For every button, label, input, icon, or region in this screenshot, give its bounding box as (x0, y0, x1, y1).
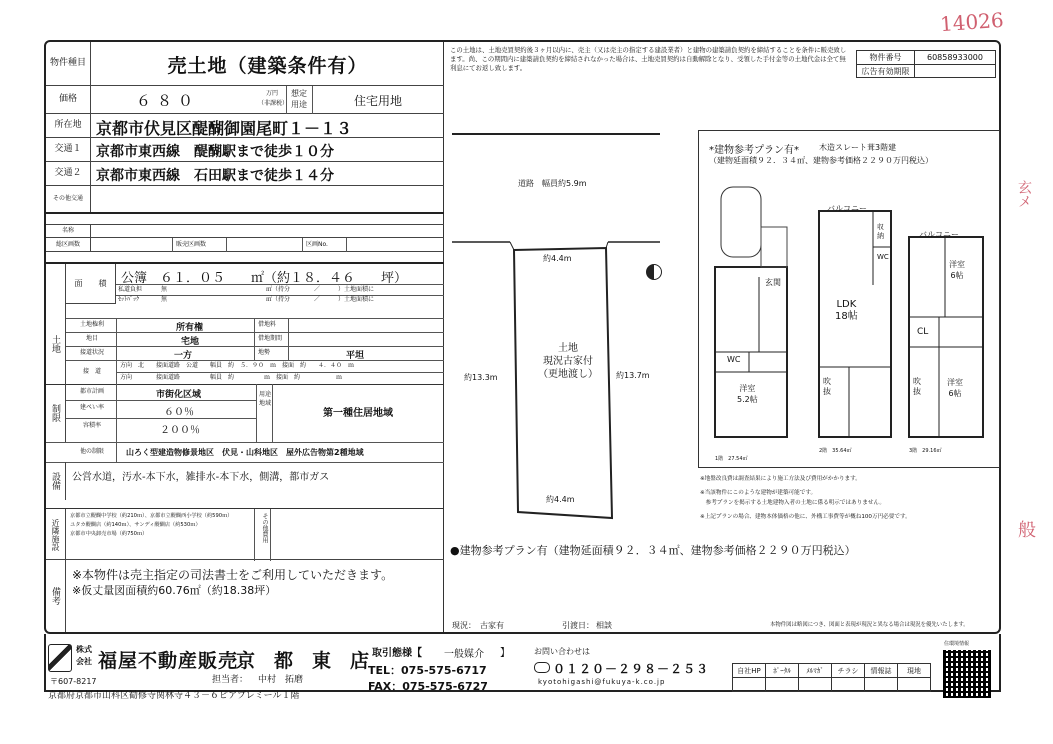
plan-sub: （建物延面積９２．３４㎡、建物参考価格２２９０万円税込） (709, 156, 933, 165)
media-grid-cell: ﾒﾙﾏｶﾞ (799, 664, 832, 678)
handwritten-note-1: 玄メ (1016, 180, 1032, 208)
void-2f: 吹抜 (823, 377, 831, 396)
handover-label: 引渡日： (562, 621, 594, 630)
sale-lots-label: 販売区画数 (176, 241, 207, 248)
qr-label: 住環境情報 (944, 641, 970, 647)
bcr-label: 建ぺい率 (79, 404, 104, 411)
media-grid-cell: 情報誌 (865, 664, 898, 678)
area-value: 公簿 ６１．０５ ㎡（約１８．４６ 坪） (121, 271, 408, 286)
other-traffic-row (46, 186, 444, 214)
road2-value: 方向 接面道路 幅員 約 ｍ 接面 約 ｍ (120, 374, 343, 381)
remarks-line-1: ※本物件は売主指定の司法書士をご利用していただきます。 (72, 568, 394, 582)
traffic1-row (46, 138, 444, 162)
category-label: 地目 (85, 335, 98, 342)
lot-text-2: 現況古家付 (543, 356, 593, 367)
status-value: 古家有 (480, 621, 504, 630)
lot-text-3: （更地渡し） (538, 369, 598, 380)
balcony-2f: バルコニー (827, 204, 867, 213)
room-western-3 (947, 377, 963, 399)
room-western-3-label: 洋室 (947, 378, 963, 387)
plan-note-2: ※当該物件にこのような建物が建築可能です。 (700, 490, 817, 496)
setback-detail: ㎡（持分 ／ ）土地面積に (266, 296, 375, 303)
plan-note: ●建物参考プラン有（建物延面積９２．３４㎡、建物参考価格２２９０万円税込） (450, 544, 856, 557)
rights-value: 所有権 (176, 323, 204, 333)
floor3-area: 3階 29.16㎡ (909, 448, 942, 454)
handwritten-number: 14026 (939, 7, 1005, 37)
other-costs-label: その他費用 (261, 513, 268, 543)
road-label: 接 道 (82, 368, 101, 375)
nearby-line-1: 京都市立醍醐中学校（約210ｍ）、京都市立醍醐西小学校（約590ｍ） (70, 513, 233, 519)
city-plan-label: 都市計画 (79, 388, 104, 395)
private-road-detail: ㎡（持分 ／ ）土地面積に (266, 286, 375, 293)
private-road-value: 無 (161, 286, 168, 293)
lot-text-1: 土地 (558, 343, 578, 354)
city-plan-value: 市街化区域 (156, 390, 202, 400)
room-western-2-label: 洋室 (949, 260, 965, 269)
plan-structure: 木造スレート葺3階建 (819, 143, 897, 152)
room-ldk-label: LDK (836, 299, 857, 310)
handwritten-note-2: 般 (1018, 520, 1036, 541)
email-address: kyotohigashi@fukuya-k.co.jp (538, 678, 666, 686)
subdivision-name-row (46, 224, 444, 238)
north-arrow-icon (646, 264, 662, 280)
type-row (46, 42, 444, 86)
room-western-2-size: 6帖 (950, 271, 964, 280)
nearby-label: 近隣施設 (46, 509, 66, 561)
condition-notice: この土地は、土地売買契約後３ヶ月以内に、売主（又は売主の指定する建設業者）と建物の建築請負契約を締結することを条件に販売致します。尚、この期間内に建築請負契約を締結されなかった場合は、土地売買契約は自動解除となり、受領した手付金等の土地代金は全て無利息にてお返し致します。 (450, 46, 847, 72)
road-width-label: 道路 幅員約5.9m (518, 179, 587, 188)
nearby-section (46, 508, 444, 560)
company-name: 福屋不動産販売 (98, 650, 239, 672)
tel-number: TEL：075-575-6717 (368, 664, 487, 677)
land-section (46, 262, 444, 498)
media-grid-cell: ﾎﾟｰﾀﾙ (766, 664, 799, 678)
deal-label: 取引態様【 (372, 648, 422, 659)
lot-top-width: 約4.4m (543, 254, 572, 263)
remarks-line-2: ※仮丈量図面積約60.76㎡（約18.38坪） (72, 584, 277, 597)
price-value: ６８０ (136, 92, 200, 110)
media-grid-cell: チラシ (832, 664, 865, 678)
lot-description (528, 342, 608, 381)
facilities-label: 設備 (46, 462, 66, 500)
contact-label: お問い合わせは (534, 647, 590, 656)
room-wc-1: WC (727, 355, 741, 364)
media-grid (732, 663, 931, 692)
land-section-label: 土地 (46, 264, 66, 424)
floor1-area: 1階 27.54㎡ (715, 456, 748, 462)
zone-value: 第一種住居地域 (323, 408, 393, 419)
void-3f: 吹抜 (913, 377, 921, 396)
plan-note-3: 参考プランを掲示する土地建物入者の土地に係る明示ではありません。 (700, 500, 885, 506)
media-grid-cell: 自社HP (733, 664, 766, 678)
category-value: 宅地 (181, 337, 200, 347)
setback-value: 無 (161, 296, 168, 303)
branch-name: 京 都 東 店 (236, 650, 370, 672)
address-value: 京都市伏見区醍醐御園尾町１－１３ (96, 119, 353, 138)
other-restrictions-value: 山ろく型建造物修景地区 伏見・山科地区 屋外広告物第2種地域 (126, 448, 364, 457)
facilities-value: 公営水道，汚水-本下水，雑排水-本下水，側溝，都市ガス (72, 472, 330, 483)
address-row (46, 114, 444, 138)
staff-label: 担当者： (212, 675, 249, 685)
company-prefix: 株式会社 (76, 645, 92, 666)
room-western-1 (737, 383, 758, 405)
ad-expiry-label: 広告有効期限 (857, 65, 915, 78)
rights-label: 土地権利 (79, 321, 104, 328)
property-id-label: 物件番号 (857, 51, 915, 65)
type-label: 物件種目 (46, 42, 91, 85)
plan-title: *建物参考プラン有* (709, 145, 799, 156)
room-western-1-size: 5.2帖 (737, 395, 758, 404)
disclaimer: 本物件図は略図につき、図面と表現が現況と異なる場合は現況を優先いたします。 (770, 622, 969, 628)
property-id-value: 60858933000 (915, 51, 995, 65)
price-label: 価格 (46, 86, 91, 113)
media-grid-cell: 現地 (898, 664, 931, 678)
plan-notes (700, 474, 996, 522)
room-closet: CL (917, 327, 929, 337)
remarks-section (46, 560, 444, 632)
traffic2-value: 京都市東西線 石田駅まで徒歩１４分 (96, 168, 334, 184)
floor-plan (698, 130, 1000, 468)
use-label: 想定用途 (291, 89, 307, 109)
fax-number: FAX：075-575-6727 (368, 680, 488, 693)
free-dial-number: ０１２０－２９８－２５３ (553, 662, 710, 676)
deal-value: 一般媒介 (444, 649, 484, 660)
address-label: 所在地 (46, 114, 91, 137)
room-western-1-label: 洋室 (739, 384, 756, 393)
area-label: 面 積 (66, 264, 116, 304)
company-logo-icon (48, 644, 72, 672)
traffic2-label: 交通２ (46, 162, 91, 185)
price-unit: 万円 (266, 90, 279, 97)
room-ldk-size: 18帖 (835, 311, 858, 322)
far-value: ２００％ (160, 425, 200, 436)
access-value: 一方 (174, 351, 193, 361)
balcony-3f: バルコニー (919, 230, 959, 239)
traffic1-label: 交通１ (46, 138, 91, 161)
other-traffic-label: その他交通 (46, 186, 91, 212)
terrain-value: 平坦 (346, 351, 365, 361)
lease-fee-label: 借地料 (258, 321, 277, 328)
zone-label: 用途地域 (259, 391, 272, 407)
room-western-2 (949, 259, 965, 281)
page-title: 売土地（建築条件有） (167, 54, 368, 77)
room-western-3-size: 6帖 (948, 389, 962, 398)
tax-note: （非課税） (258, 100, 289, 107)
lot-left-depth: 約13.3m (464, 373, 498, 382)
access-label: 接道状況 (79, 349, 104, 356)
restrictions-label: 制限 (46, 384, 66, 442)
lot-no-label: 区画No. (306, 241, 328, 248)
nearby-line-3: 京都市中央卸売市場（約750ｍ） (70, 531, 148, 537)
other-restrictions-label: 他の制限 (79, 448, 104, 455)
plan-note-1: ※地盤改良費は調査結果により施工方法及び費用がかかります。 (700, 476, 861, 482)
lot-bottom-width: 約4.4m (546, 495, 575, 504)
floor2-area: 2階 35.64㎡ (819, 448, 852, 454)
free-dial-icon (534, 662, 550, 673)
property-details (46, 42, 444, 632)
qr-code-icon[interactable] (943, 650, 991, 698)
plan-note-4: ※上記プランの場合、建物本体価格の他に、外構工事費等が概ね100万円必要です。 (700, 514, 911, 520)
subdivision-count-row (46, 238, 444, 252)
use-value: 住宅用地 (353, 94, 402, 108)
subdivision-name-label: 名称 (46, 225, 91, 237)
terrain-label: 地勢 (258, 349, 271, 356)
private-road-label: 私道負担 (118, 286, 143, 293)
price-row (46, 86, 444, 114)
remarks-label: 備考 (46, 560, 66, 632)
setback-label: ｾｯﾄﾊﾞｯｸ (118, 296, 140, 303)
traffic2-row (46, 162, 444, 186)
deal-end: 】 (500, 648, 510, 659)
room-entrance: 玄関 (765, 278, 781, 287)
road1-value: 方向 北 接面道路 公道 幅員 約 ５．９０ ｍ 接面 約 ４．４０ ｍ (120, 362, 355, 369)
lease-period-label: 借地期間 (258, 335, 283, 342)
total-lots-label: 総区画数 (46, 238, 91, 251)
handover-value: 相談 (596, 621, 612, 630)
lot-right-depth: 約13.7m (616, 371, 650, 380)
room-storage: 収納 (877, 223, 884, 240)
bcr-value: ６０％ (164, 407, 194, 418)
staff-name: 中村 拓磨 (258, 675, 304, 685)
status-label: 現況： (452, 621, 476, 630)
far-label: 容積率 (82, 422, 101, 429)
room-ldk (835, 299, 858, 323)
nearby-line-2: ユタカ醍醐店（約140ｍ）、サンディ醍醐店（約530ｍ） (70, 522, 201, 528)
traffic1-value: 京都市東西線 醍醐駅まで徒歩１０分 (96, 144, 334, 160)
postal-code: 〒607-8217 (50, 677, 97, 686)
company-address: 京都府京都市山科区勧修寺関林寺４３－６ピアプレミール１階 (48, 691, 300, 701)
room-wc-2: WC (877, 253, 889, 261)
